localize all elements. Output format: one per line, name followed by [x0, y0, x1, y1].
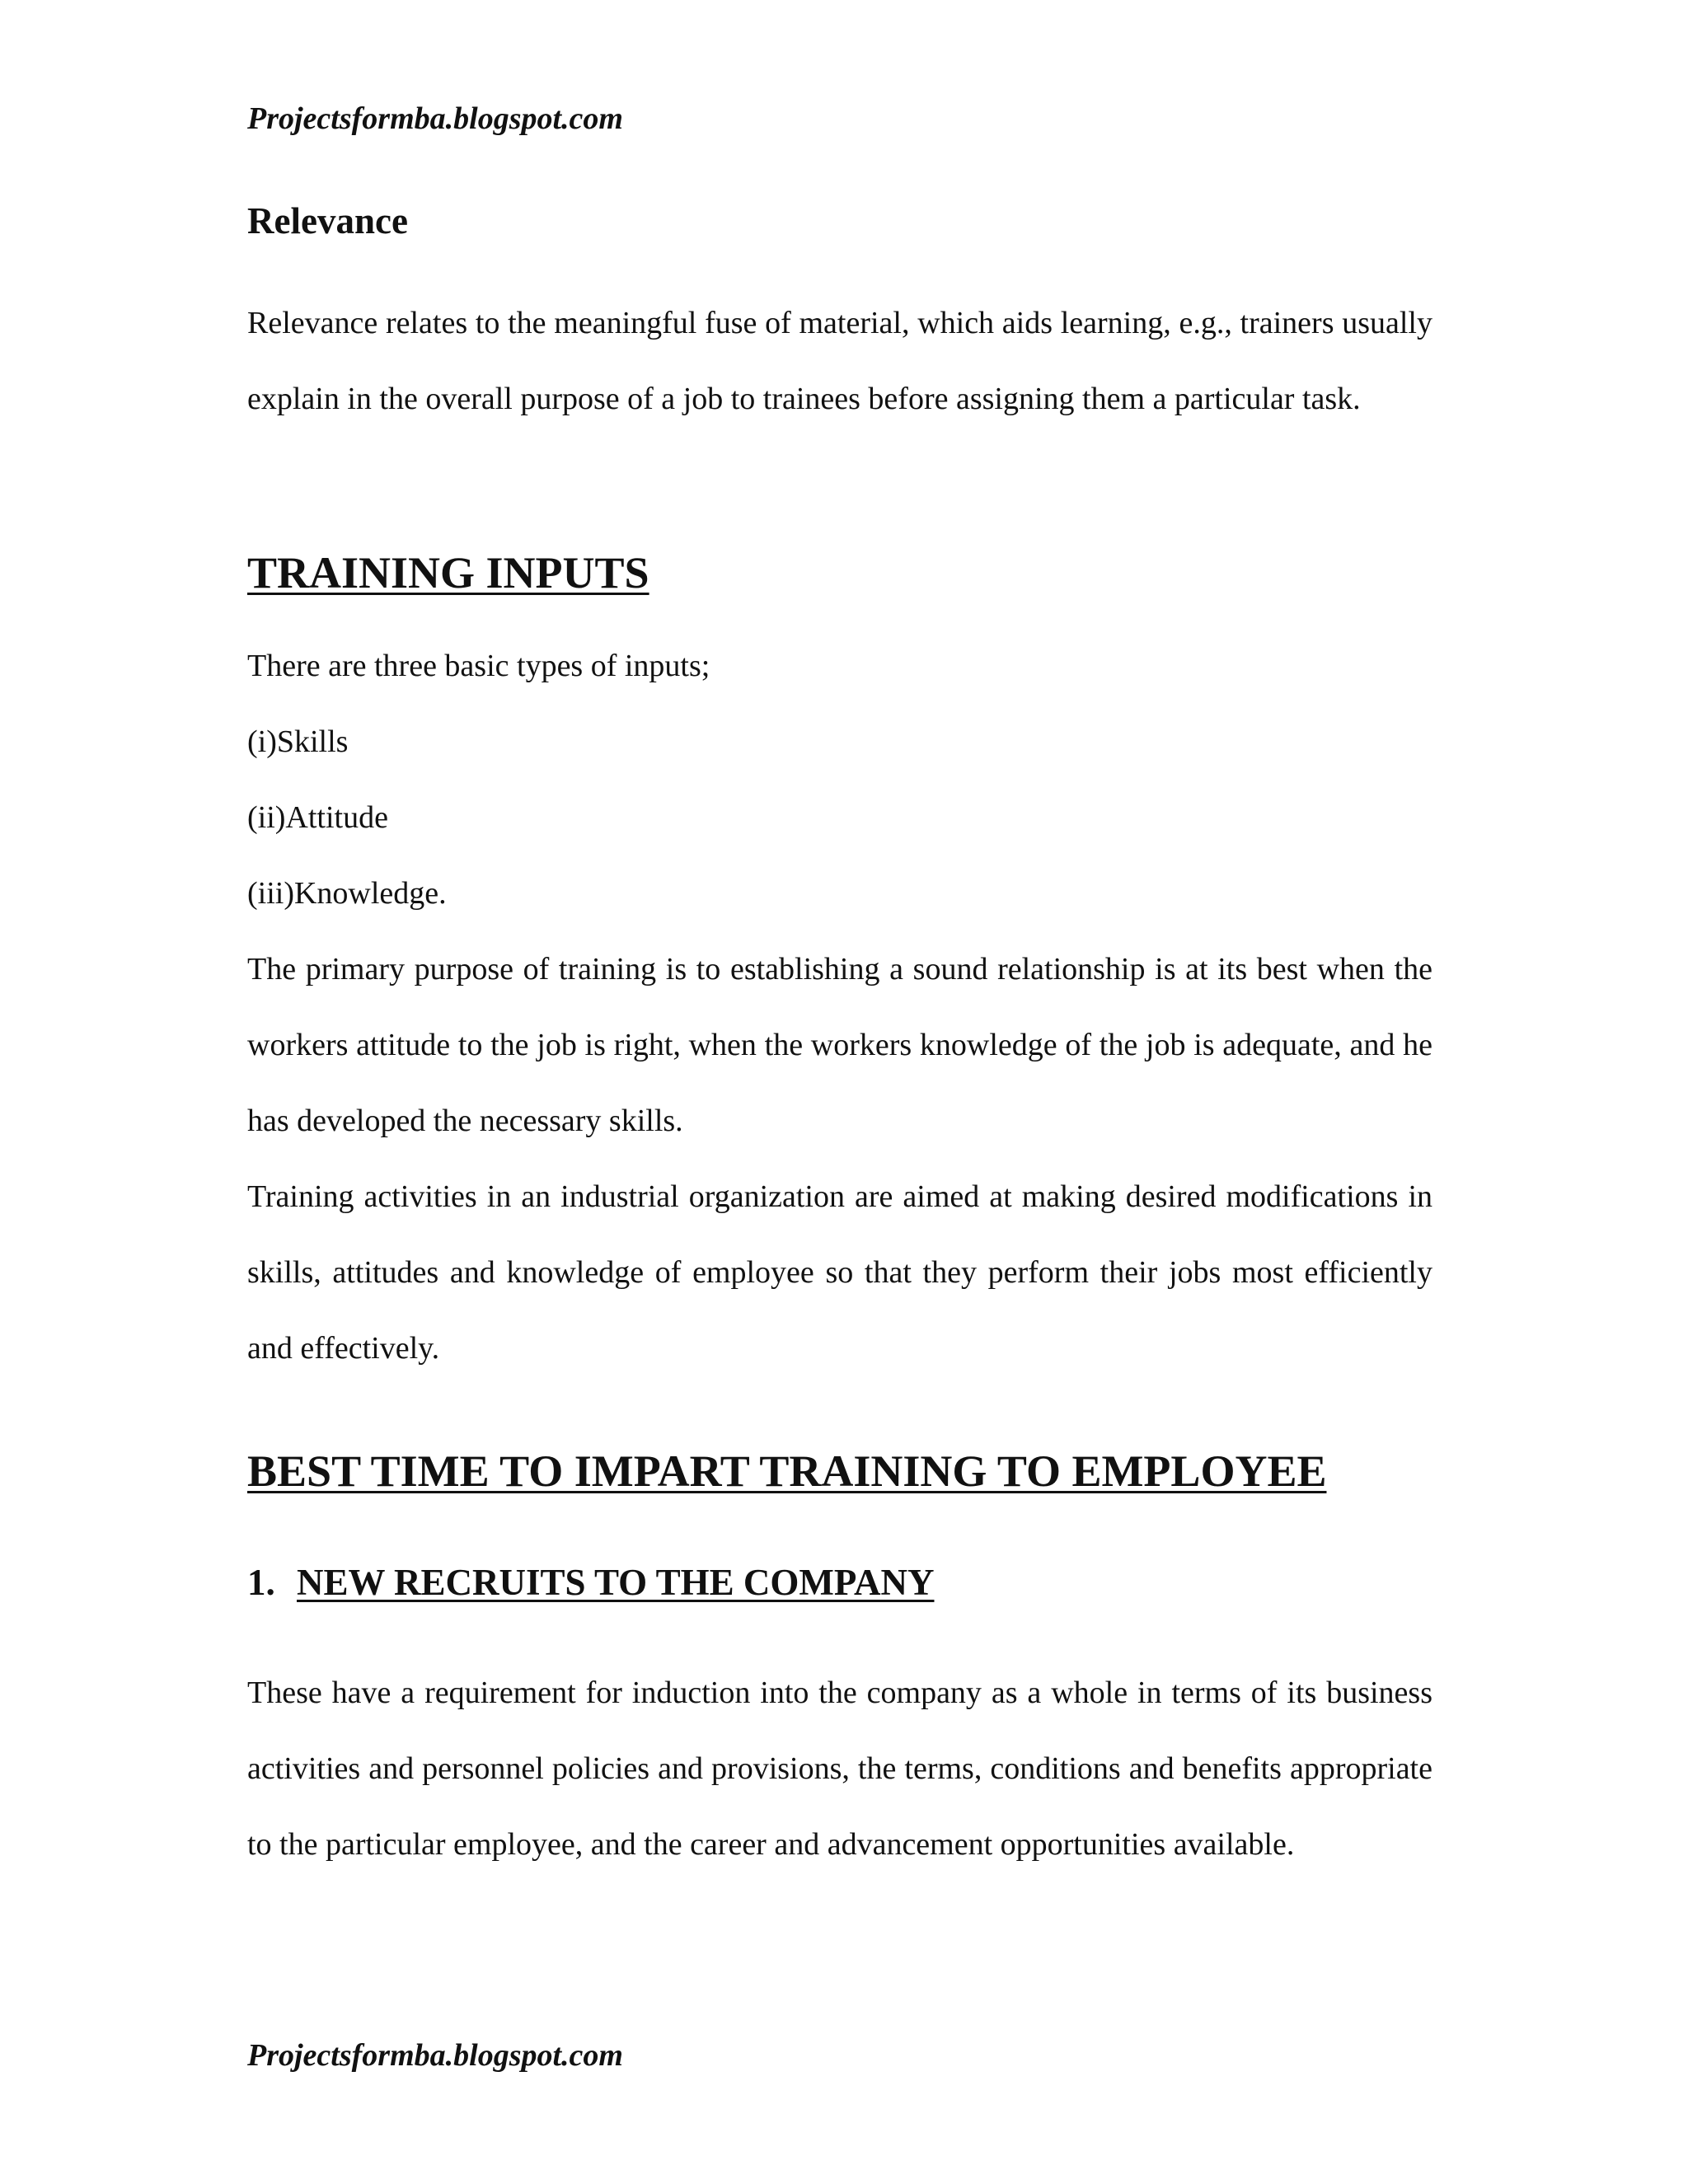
relevance-paragraph: Relevance relates to the meaningful fuse of material, which aids learning, e.g., trainers usually explain in the overall purpose of a job to trainees before assigning them a particular task.	[247, 306, 1432, 416]
training-inputs-heading: TRAINING INPUTS	[247, 548, 649, 598]
training-inputs-list	[247, 628, 1432, 931]
relevance-heading: Relevance	[247, 200, 408, 241]
list-item: (iii)Knowledge.	[247, 876, 447, 911]
new-recruits-paragraph: These have a requirement for induction into the company as a whole in terms of its business activities and personnel policies and provisions, the terms, conditions and benefits appropriate to the particular employee, and the career and advancement opportunities available.	[247, 1675, 1432, 1862]
training-inputs-intro: There are three basic types of inputs;	[247, 649, 710, 683]
header-watermark: Projectsformba.blogspot.com	[247, 101, 623, 136]
best-time-heading: BEST TIME TO IMPART TRAINING TO EMPLOYEE	[247, 1446, 1327, 1496]
training-activities-paragraph: Training activities in an industrial organization are aimed at making desired modifications in skills, attitudes and knowledge of employee so that they perform their jobs most efficiently and effectively.	[247, 1179, 1432, 1366]
section-number: 1.	[247, 1562, 275, 1603]
list-item: (ii)Attitude	[247, 800, 388, 835]
new-recruits-heading	[247, 1559, 934, 1605]
training-purpose-paragraph: The primary purpose of training is to establishing a sound relationship is at its best when the workers attitude to the job is right, when the workers knowledge of the job is adequate, and he has developed the necessary skills.	[247, 952, 1432, 1138]
footer-watermark: Projectsformba.blogspot.com	[247, 2038, 623, 2073]
list-item: (i)Skills	[247, 724, 349, 759]
new-recruits-heading-text: NEW RECRUITS TO THE COMPANY	[297, 1562, 935, 1603]
